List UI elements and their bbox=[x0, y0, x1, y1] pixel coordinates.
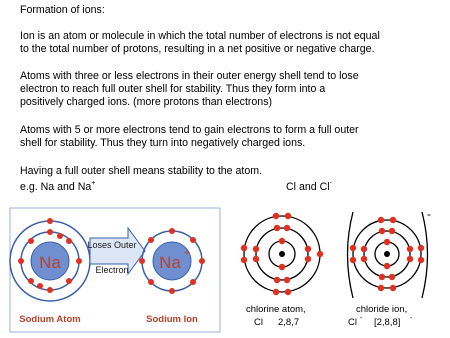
chlorine-atom-config: 2,8,7 bbox=[278, 317, 300, 328]
chlorine-atom-caption: chlorine atom, bbox=[246, 304, 306, 315]
chlorine-ion-diagram bbox=[230, 206, 448, 336]
electron bbox=[241, 245, 247, 251]
na-charge: + bbox=[91, 180, 96, 187]
electron bbox=[148, 279, 154, 285]
electron bbox=[389, 274, 395, 280]
arrow-label-line2: Electron bbox=[95, 265, 129, 275]
right-bracket bbox=[422, 212, 428, 298]
nucleus bbox=[384, 251, 390, 257]
arrow-label-line1: Loses Outer bbox=[87, 240, 137, 250]
electron bbox=[285, 289, 291, 295]
electron bbox=[407, 246, 413, 252]
electron bbox=[241, 257, 247, 263]
electron bbox=[379, 228, 385, 234]
chlorine-atom bbox=[241, 213, 323, 295]
chloride-ion-charge: - bbox=[360, 315, 363, 322]
electron bbox=[378, 285, 384, 291]
chloride-ion-caption: chloride ion, bbox=[356, 304, 408, 315]
electron bbox=[418, 245, 424, 251]
sodium-ion bbox=[139, 228, 205, 294]
electron bbox=[390, 217, 396, 223]
electron bbox=[389, 228, 395, 234]
electron bbox=[190, 237, 196, 243]
sodium-atom-caption: Sodium Atom bbox=[19, 314, 81, 325]
electron bbox=[305, 256, 311, 262]
example-cl: Cl and Cl- bbox=[286, 180, 332, 193]
electron bbox=[139, 258, 145, 264]
bracket-charge: - bbox=[427, 207, 431, 221]
example-na: e.g. Na and Na bbox=[20, 181, 92, 193]
electron bbox=[66, 238, 72, 244]
electron bbox=[253, 246, 259, 252]
sodium-symbol: Na bbox=[39, 253, 61, 272]
electron bbox=[285, 213, 291, 219]
electron bbox=[66, 278, 72, 284]
sodium-ion-charge: + bbox=[184, 248, 190, 259]
electron bbox=[274, 277, 280, 283]
electron bbox=[37, 283, 43, 289]
electron bbox=[317, 251, 323, 257]
electron bbox=[273, 289, 279, 295]
electron bbox=[169, 288, 175, 294]
sodium-atom bbox=[10, 218, 90, 301]
chlorine-atom-symbol: Cl bbox=[254, 317, 263, 328]
left-bracket bbox=[348, 212, 354, 298]
sodium-ion-diagram bbox=[0, 206, 225, 336]
electron bbox=[384, 239, 390, 245]
electron bbox=[47, 229, 53, 235]
chloride-ion-symbol: Cl bbox=[348, 317, 357, 328]
electron bbox=[274, 225, 280, 231]
electron bbox=[273, 213, 279, 219]
chloride-ion bbox=[348, 207, 432, 298]
electron bbox=[279, 264, 285, 270]
electron bbox=[350, 245, 356, 251]
electron bbox=[253, 256, 259, 262]
electron bbox=[361, 256, 367, 262]
electron bbox=[379, 274, 385, 280]
paragraph-line: Atoms with 5 or more electrons tend to gain electrons to form a full outer bbox=[20, 124, 359, 136]
electron bbox=[284, 277, 290, 283]
cl-charge: - bbox=[329, 180, 332, 187]
paragraph-line: Having a full outer shell means stability to the atom. bbox=[20, 165, 263, 177]
electron bbox=[390, 285, 396, 291]
electron bbox=[190, 279, 196, 285]
electron bbox=[361, 246, 367, 252]
sodium-ion-caption: Sodium Ion bbox=[146, 314, 198, 325]
example-line bbox=[20, 178, 95, 194]
paragraph-line: positively charged ions. (more protons than electrons) bbox=[20, 96, 273, 108]
electron bbox=[28, 278, 34, 284]
electron bbox=[407, 256, 413, 262]
paragraph-line: shell for stability. Thus they turn into negatively charged ions. bbox=[20, 137, 306, 149]
electron bbox=[378, 217, 384, 223]
chloride-ion-config-charge: - bbox=[410, 315, 413, 322]
nucleus bbox=[279, 251, 285, 257]
electron bbox=[384, 263, 390, 269]
electron bbox=[18, 258, 24, 264]
electron bbox=[28, 238, 34, 244]
electron bbox=[47, 218, 53, 224]
electron bbox=[76, 258, 82, 264]
paragraph-line: electron to reach full outer shell for stability. Thus they form into a bbox=[20, 83, 326, 95]
electron bbox=[148, 237, 154, 243]
electron bbox=[418, 257, 424, 263]
paragraph-line: Atoms with three or less electrons in their outer energy shell tend to lose bbox=[20, 70, 359, 82]
electron bbox=[169, 228, 175, 234]
chloride-ion-config: [2,8,8] bbox=[374, 317, 401, 328]
electron bbox=[279, 238, 285, 244]
paragraph-line: Ion is an atom or molecule in which the total number of electrons is not equal bbox=[20, 30, 380, 42]
sodium-ion-symbol: Na bbox=[159, 253, 181, 272]
electron bbox=[284, 225, 290, 231]
electron bbox=[199, 258, 205, 264]
heading: Formation of ions: bbox=[20, 4, 105, 16]
electron bbox=[57, 233, 63, 239]
electron bbox=[47, 287, 53, 293]
paragraph-line: to the total number of protons, resulting in a net positive or negative charge. bbox=[20, 43, 375, 55]
electron bbox=[305, 246, 311, 252]
electron bbox=[350, 257, 356, 263]
